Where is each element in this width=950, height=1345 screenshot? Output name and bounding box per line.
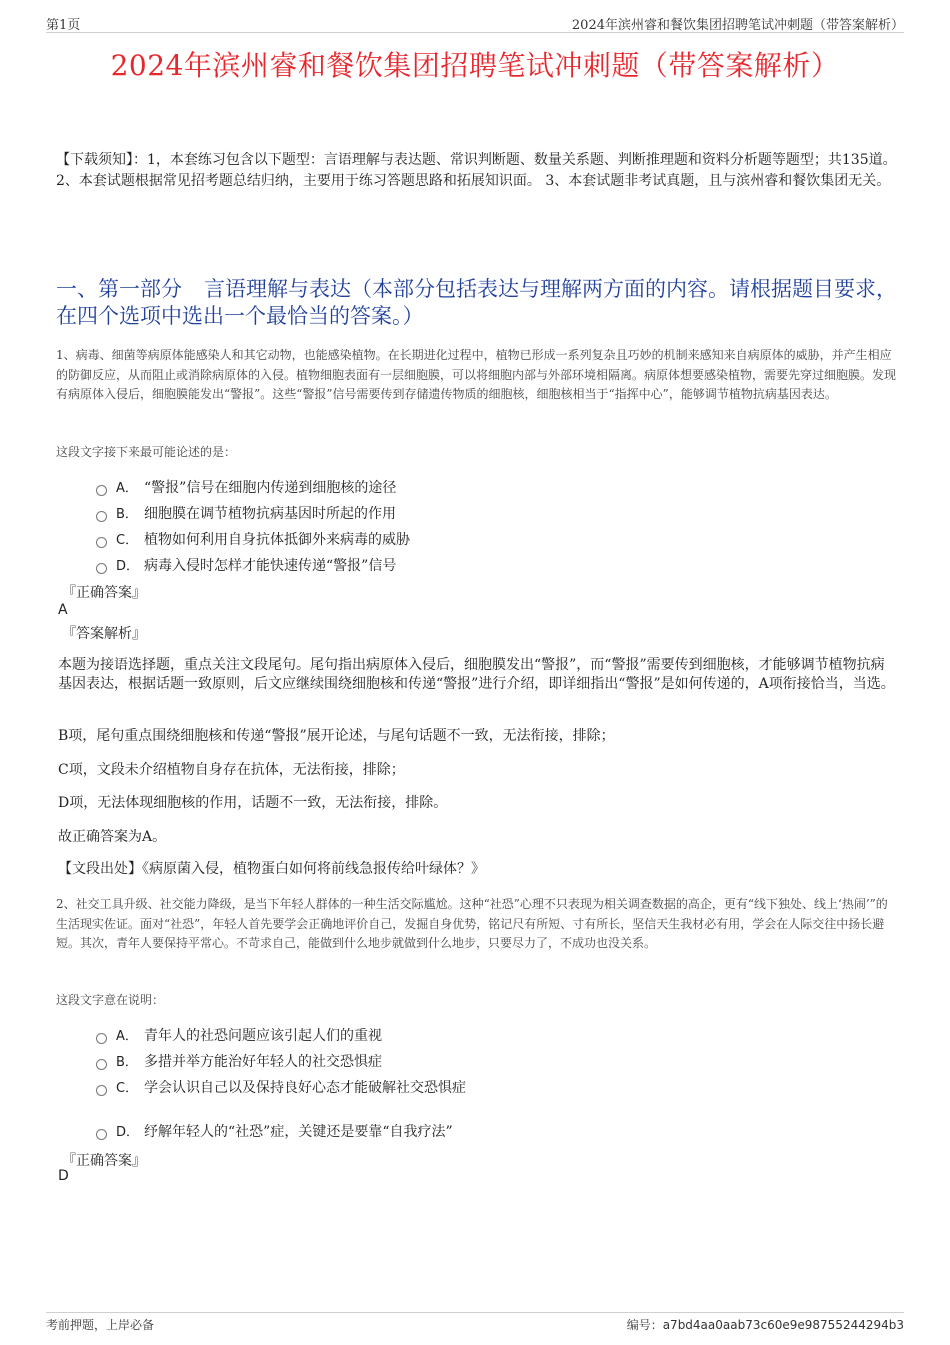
section-heading [56,276,898,330]
q1-answer: A [58,602,68,618]
q1-conclusion: 故正确答案为A。 [58,829,167,845]
question-2-text: 2、社交工具升级、社交能力降级，是当下年轻人群体的一种生活交际尴尬。这种“社恐”心理不只表现为相关调查数据的高企，更有“线下独处、线上‘热闹’”的生活现实佐证。面对“社恐”，年轻人首先要学会正确地评价自己，发掘自身优势，铭记尺有所短、寸有所长，坚信天生我材必有用，学会在人际交往中扬长避短。其次，青年人要保持平常心。不苛求自己，能做到什么地步就做到什么地步，只要尽力了，不成功也没关系。 [56,897,888,950]
q1-option-a[interactable]: A． “警报”信号在细胞内传递到细胞核的途径 [96,477,396,497]
q2-option-d[interactable]: D． 纾解年轻人的“社恐”症，关键还是要靠“自我疗法” [96,1121,453,1141]
radio-icon[interactable] [96,511,107,522]
page-header [46,14,904,33]
section-number: 一、第一部分 [56,277,182,301]
q1-analysis-c: C项，文段未介绍植物自身存在抗体，无法衔接，排除； [58,762,405,778]
q1-analysis-d: D项，无法体现细胞核的作用，话题不一致，无法衔接，排除。 [58,795,448,811]
question-2-prompt: 这段文字意在说明： [56,993,165,1007]
q1-option-c[interactable]: C． 植物如何利用自身抗体抵御外来病毒的威胁 [96,529,410,549]
q2-option-b[interactable]: B． 多措并举方能治好年轻人的社交恐惧症 [96,1051,382,1071]
document-title: 2024年滨州睿和餐饮集团招聘笔试冲刺题（带答案解析） [110,49,840,82]
page-number: 第1页 [46,18,81,33]
radio-icon[interactable] [96,1129,107,1140]
header-doc-title: 2024年滨州睿和餐饮集团招聘笔试冲刺题（带答案解析） [571,18,904,33]
footer-slogan: 考前押题，上岸必备 [46,1318,155,1332]
q1-option-b[interactable]: B． 细胞膜在调节植物抗病基因时所起的作用 [96,503,396,523]
q1-analysis-main: 本题为接语选择题，重点关注文段尾句。尾句指出病原体入侵后，细胞膜发出“警报”，而“警报”需要传到细胞核，才能够调节植物抗病基因表达，根据话题一致原则，后文应继续围绕细胞核和传递“警报”进行介绍，即详细指出“警报”是如何传递的，A项衔接恰当，当选。 [58,657,895,692]
radio-icon[interactable] [96,1059,107,1070]
correct-answer-label: 『正确答案』 [62,585,146,601]
question-1-prompt: 这段文字接下来最可能论述的是： [56,445,237,459]
radio-icon[interactable] [96,485,107,496]
footer-code: 编号：a7bd4aa0aab73c60e9e98755244294b3 [626,1318,904,1332]
q2-option-c[interactable]: C． 学会认识自己以及保持良好心态才能破解社交恐惧症 [96,1077,466,1097]
q1-analysis-b: B项，尾句重点围绕细胞核和传递“警报”展开论述，与尾句话题不一致，无法衔接，排除； [58,728,615,744]
q1-source: 【文段出处】《病原菌入侵，植物蛋白如何将前线急报传给叶绿体？》 [58,861,485,877]
download-notice: 【下载须知】：1，本套练习包含以下题型：言语理解与表达题、常识判断题、数量关系题、判断推理题和资料分析题等题型；共135道。 2、本套试题根据常见招考题总结归纳，主要用于练习答题思路和拓展知识面。 3、本套试题非考试真题，且与滨州睿和餐饮集团无关。 [56,152,897,189]
q2-option-a[interactable]: A． 青年人的社恐问题应该引起人们的重视 [96,1025,382,1045]
analysis-label: 『答案解析』 [62,626,146,642]
page-footer [46,1312,904,1333]
radio-icon[interactable] [96,537,107,548]
radio-icon[interactable] [96,1085,107,1096]
q1-option-d[interactable]: D． 病毒入侵时怎样才能快速传递“警报”信号 [96,555,396,575]
section-description: 言语理解与表达（本部分包括表达与理解两方面的内容。请根据题目要求，在四个选项中选出一个最恰当的答案。） [56,277,897,328]
radio-icon[interactable] [96,563,107,574]
q2-answer: D [58,1168,69,1184]
question-1-text: 1、病毒、细菌等病原体能感染人和其它动物，也能感染植物。在长期进化过程中，植物已形成一系列复杂且巧妙的机制来感知来自病原体的威胁，并产生相应的防御反应，从而阻止或消除病原体的入侵。植物细胞表面有一层细胞膜，可以将细胞内部与外部环境相隔离。病原体想要感染植物，需要先穿过细胞膜。发现有病原体入侵后，细胞膜能发出“警报”。这些“警报”信号需要传到存储遗传物质的细胞核，细胞核相当于“指挥中心”，能够调节植物抗病基因表达。 [56,348,897,401]
radio-icon[interactable] [96,1033,107,1044]
correct-answer-label: 『正确答案』 [62,1153,146,1169]
